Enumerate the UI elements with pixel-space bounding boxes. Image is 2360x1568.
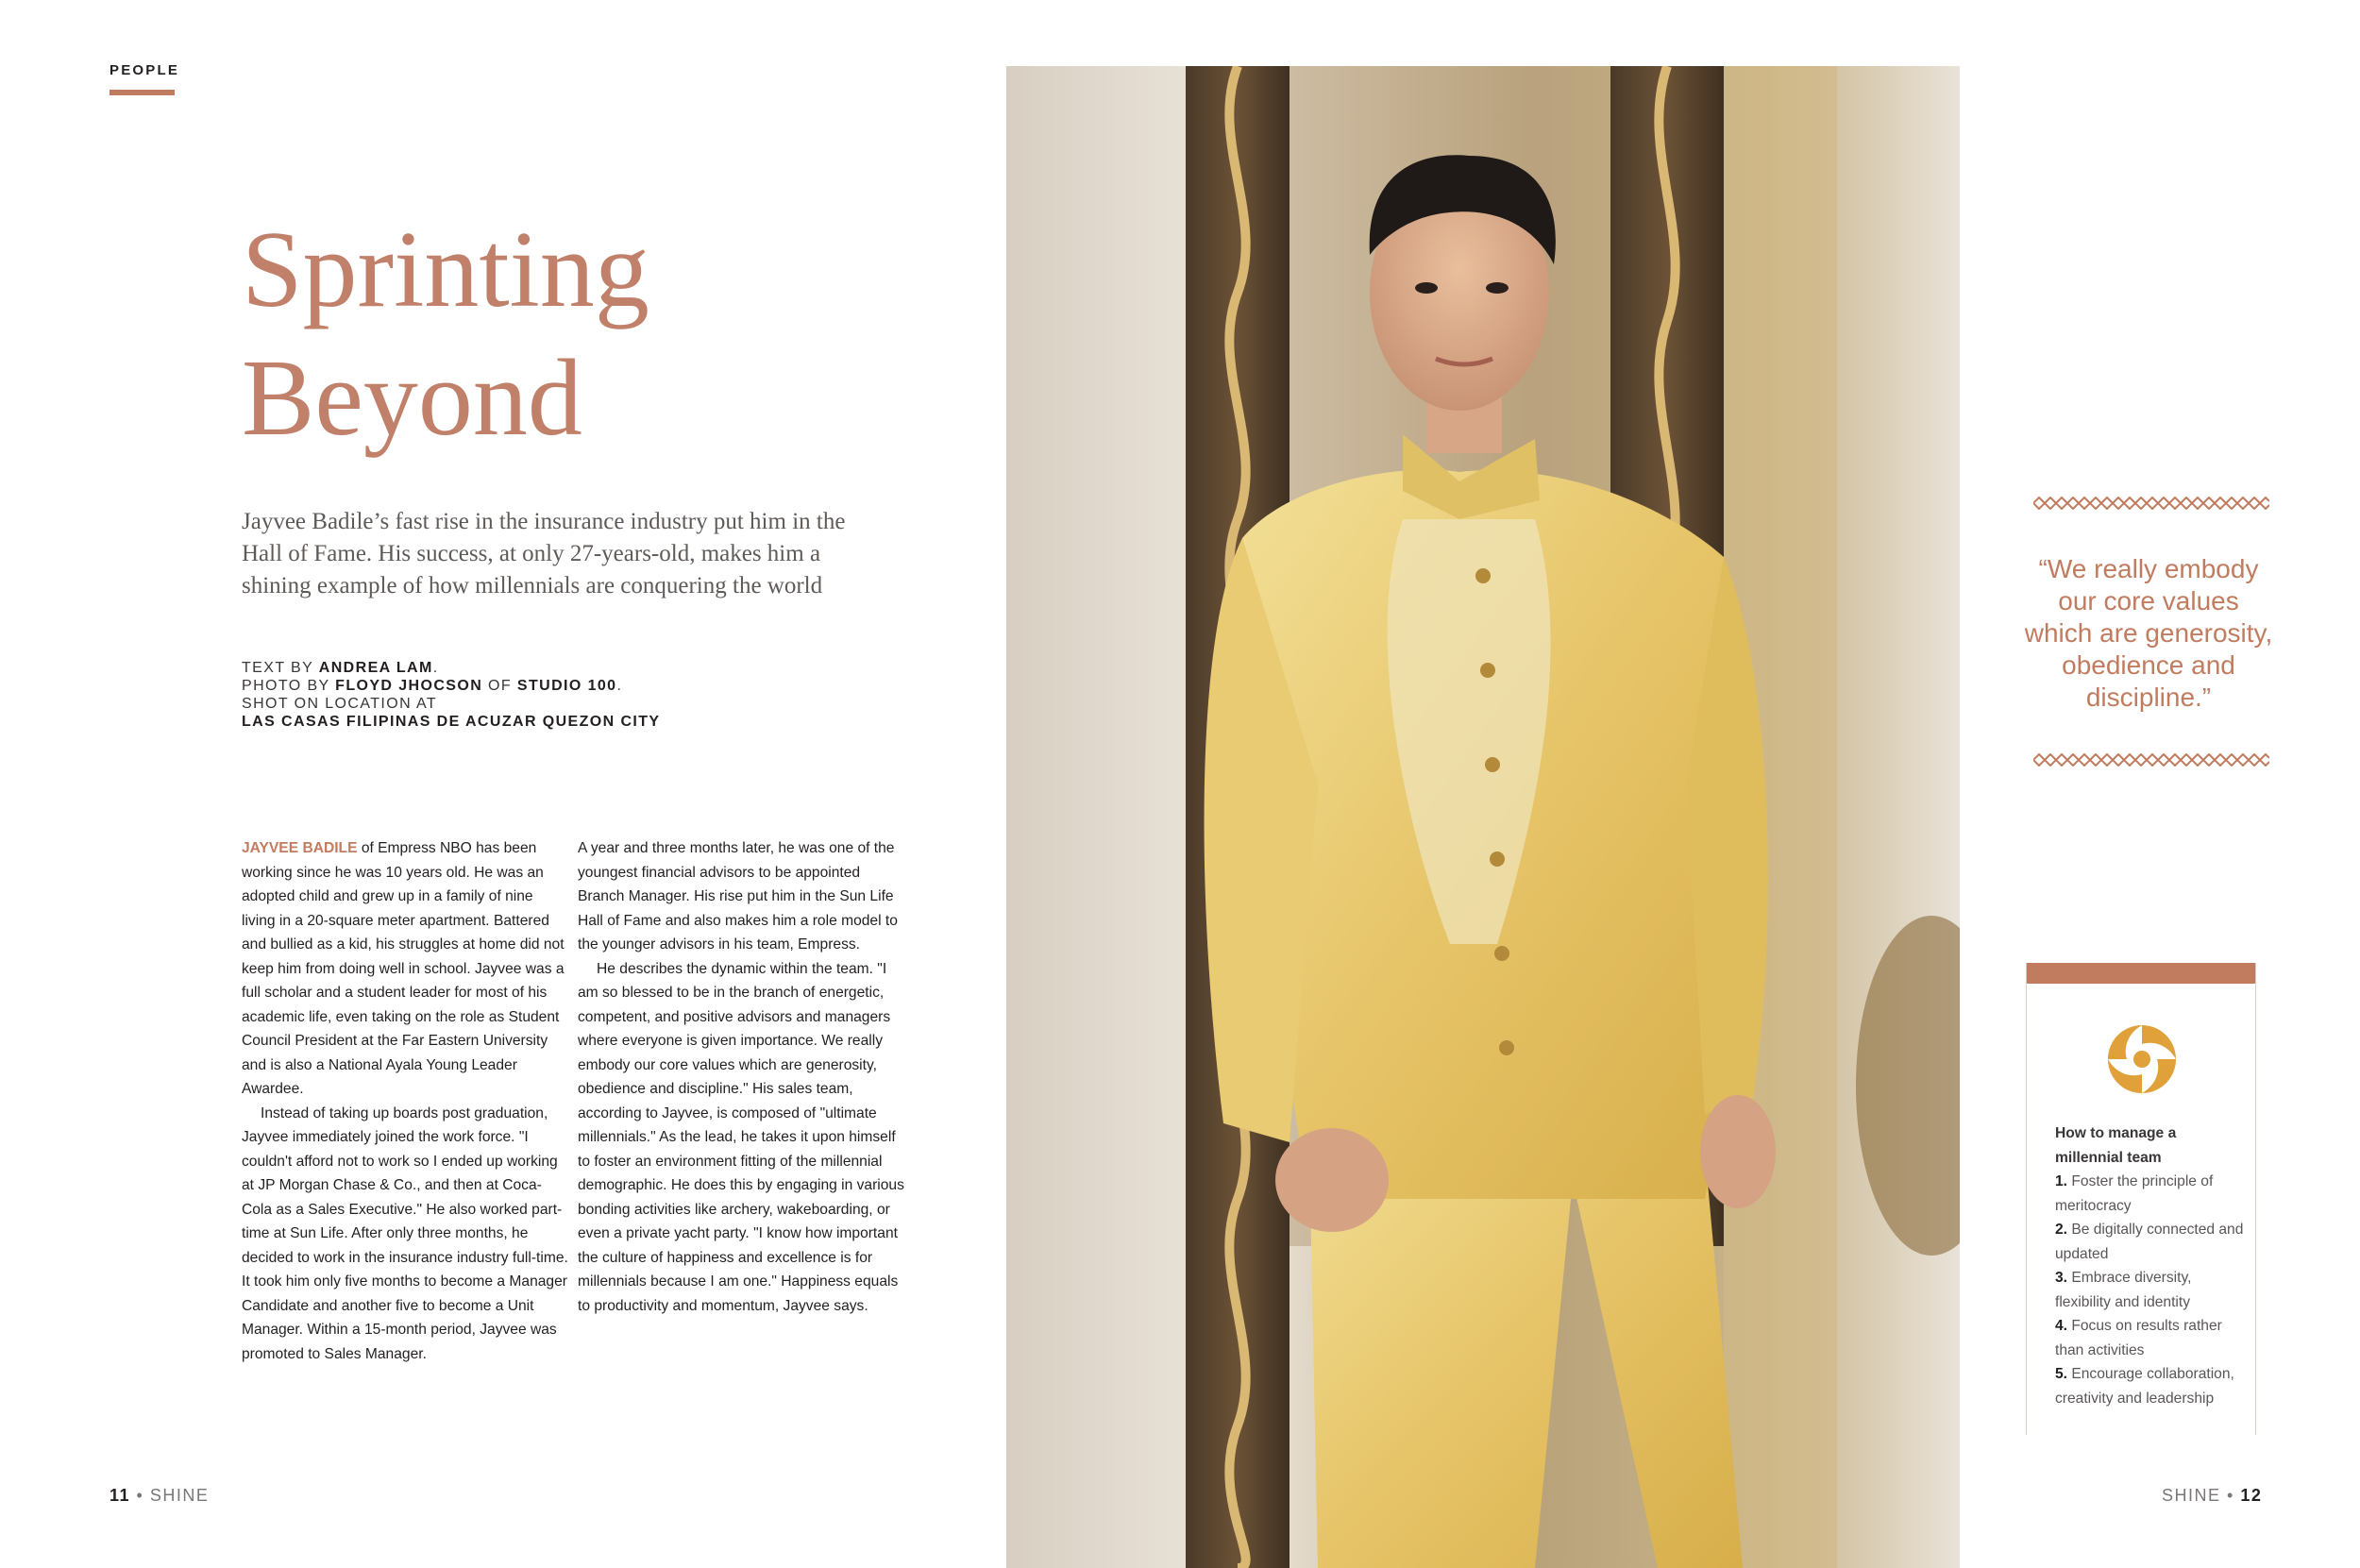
- credit-text: TEXT BY ANDREA LAM.: [242, 660, 439, 676]
- list-item: [2055, 1362, 2244, 1410]
- zigzag-divider-top: [2033, 497, 2269, 510]
- pull-quote: “We really embody our core values which are generosity, obedience and discipline.”: [2024, 554, 2273, 712]
- credit-photographer: FLOYD JHOCSON: [335, 678, 483, 694]
- list-item-number: 3.: [2055, 1270, 2068, 1286]
- credit-location: [242, 713, 661, 731]
- list-item-number: 4.: [2055, 1318, 2068, 1334]
- list-item-number: 5.: [2055, 1366, 2068, 1382]
- body-paragraph: A year and three months later, he was one of the youngest financial advisors to be appointed Branch Manager. His rise put him in the Sun Life Hall of Fame and also makes him a role model to the younger advisors in his team, Empress.: [578, 840, 898, 953]
- credit-photo-prefix: PHOTO BY: [242, 678, 336, 694]
- sidebar-header-bar: [2027, 963, 2255, 984]
- body-paragraph: Instead of taking up boards post graduation, Jayvee immediately joined the work force. "I couldn't afford not to work so I ended up working at JP Morgan Chase & Co., and then at Coca-Cola as a Sales Executive." He also worked part-time at Sun Life. After only three months, he decided to work in the insurance industry full-time. It took him only five months to become a Manager Candidate and another five to become a Unit Manager. Within a 15-month period, Jayvee was promoted to Sales Manager.: [242, 1104, 568, 1362]
- credit-studio: STUDIO 100: [516, 678, 617, 694]
- sidebar-list: [2055, 1170, 2244, 1410]
- folio-separator: •: [130, 1486, 150, 1505]
- body-column-2: [578, 836, 906, 1318]
- body-column-1: [242, 836, 570, 1366]
- list-item-text: Focus on results rather than activities: [2055, 1318, 2222, 1358]
- credit-writer: ANDREA LAM: [318, 660, 433, 676]
- article-deck: Jayvee Badile’s fast rise in the insurance industry put him in the Hall of Fame. His success, at only 27-years-old, makes him a shining example of how millennials are conquering the world: [242, 509, 846, 599]
- list-item: [2055, 1314, 2244, 1362]
- folio-right: [2162, 1486, 2262, 1506]
- body-paragraph: He describes the dynamic within the team. "I am so blessed to be in the branch of energetic, competent, and positive advisors and managers where everyone is given importance. We really embody our core values which are generosity, obedience and discipline." His sales team, according to Jayvee, is composed of "ultimate millennials." As the lead, he takes it upon himself to foster an environment fitting of the millennial demographic. He does this by engaging in various bonding activities like archery, wakeboarding, or even a private yacht party. "I know how important the culture of happiness and excellence is for millennials because I am one." Happiness equals to productivity and momentum, Jayvee says.: [578, 960, 904, 1314]
- sidebar-box: [2026, 963, 2256, 1435]
- credit-location-label: SHOT ON LOCATION AT: [242, 696, 438, 712]
- section-underline: [110, 90, 175, 95]
- portrait-photo: [1006, 66, 1960, 1568]
- list-item-text: Embrace diversity, flexibility and identity: [2055, 1270, 2192, 1310]
- credit-of: OF: [482, 678, 517, 694]
- magazine-name: SHINE: [2162, 1486, 2221, 1505]
- body-lead-in: JAYVEE BADILE: [242, 840, 358, 856]
- list-item-number: 2.: [2055, 1222, 2068, 1238]
- body-paragraph: [242, 836, 570, 1102]
- article-title: [242, 206, 649, 463]
- title-line-1: Sprinting: [242, 210, 649, 330]
- section-label: PEOPLE: [110, 62, 180, 78]
- credits: [242, 659, 661, 731]
- list-item: [2055, 1170, 2244, 1218]
- list-item-text: Encourage collaboration, creativity and leadership: [2055, 1366, 2234, 1407]
- credit-location-name: LAS CASAS FILIPINAS DE ACUZAR QUEZON CITY: [242, 714, 661, 730]
- list-item-text: Foster the principle of meritocracy: [2055, 1173, 2214, 1214]
- credit-text-prefix: TEXT BY: [242, 660, 319, 676]
- folio-left: [110, 1486, 209, 1506]
- list-item-text: Be digitally connected and updated: [2055, 1222, 2244, 1262]
- credit-photo: PHOTO BY FLOYD JHOCSON OF STUDIO 100.: [242, 678, 623, 694]
- list-item-number: 1.: [2055, 1173, 2068, 1189]
- title-line-2: Beyond: [242, 338, 582, 459]
- page-number: 12: [2240, 1486, 2263, 1505]
- list-item: [2055, 1218, 2244, 1266]
- body-text: of Empress NBO has been working since he was 10 years old. He was an adopted child and grew up in a family of nine living in a 20-square meter apartment. Battered and bullied as a kid, his struggles at home did not keep him from doing well in school. Jayvee was a full scholar and a student leader for most of his academic life, even taking on the role as Student Council President at the Far Eastern University and is also a National Ayala Young Leader Awardee.: [242, 840, 565, 1097]
- sidebar-title: How to manage a millennial team: [2055, 1125, 2177, 1166]
- folio-separator: •: [2220, 1486, 2241, 1505]
- magazine-name: SHINE: [149, 1486, 210, 1505]
- swirl-logo-icon: [2102, 1020, 2182, 1099]
- list-item: [2055, 1266, 2244, 1314]
- page-number: 11: [110, 1486, 131, 1505]
- zigzag-divider-bottom: [2033, 753, 2269, 767]
